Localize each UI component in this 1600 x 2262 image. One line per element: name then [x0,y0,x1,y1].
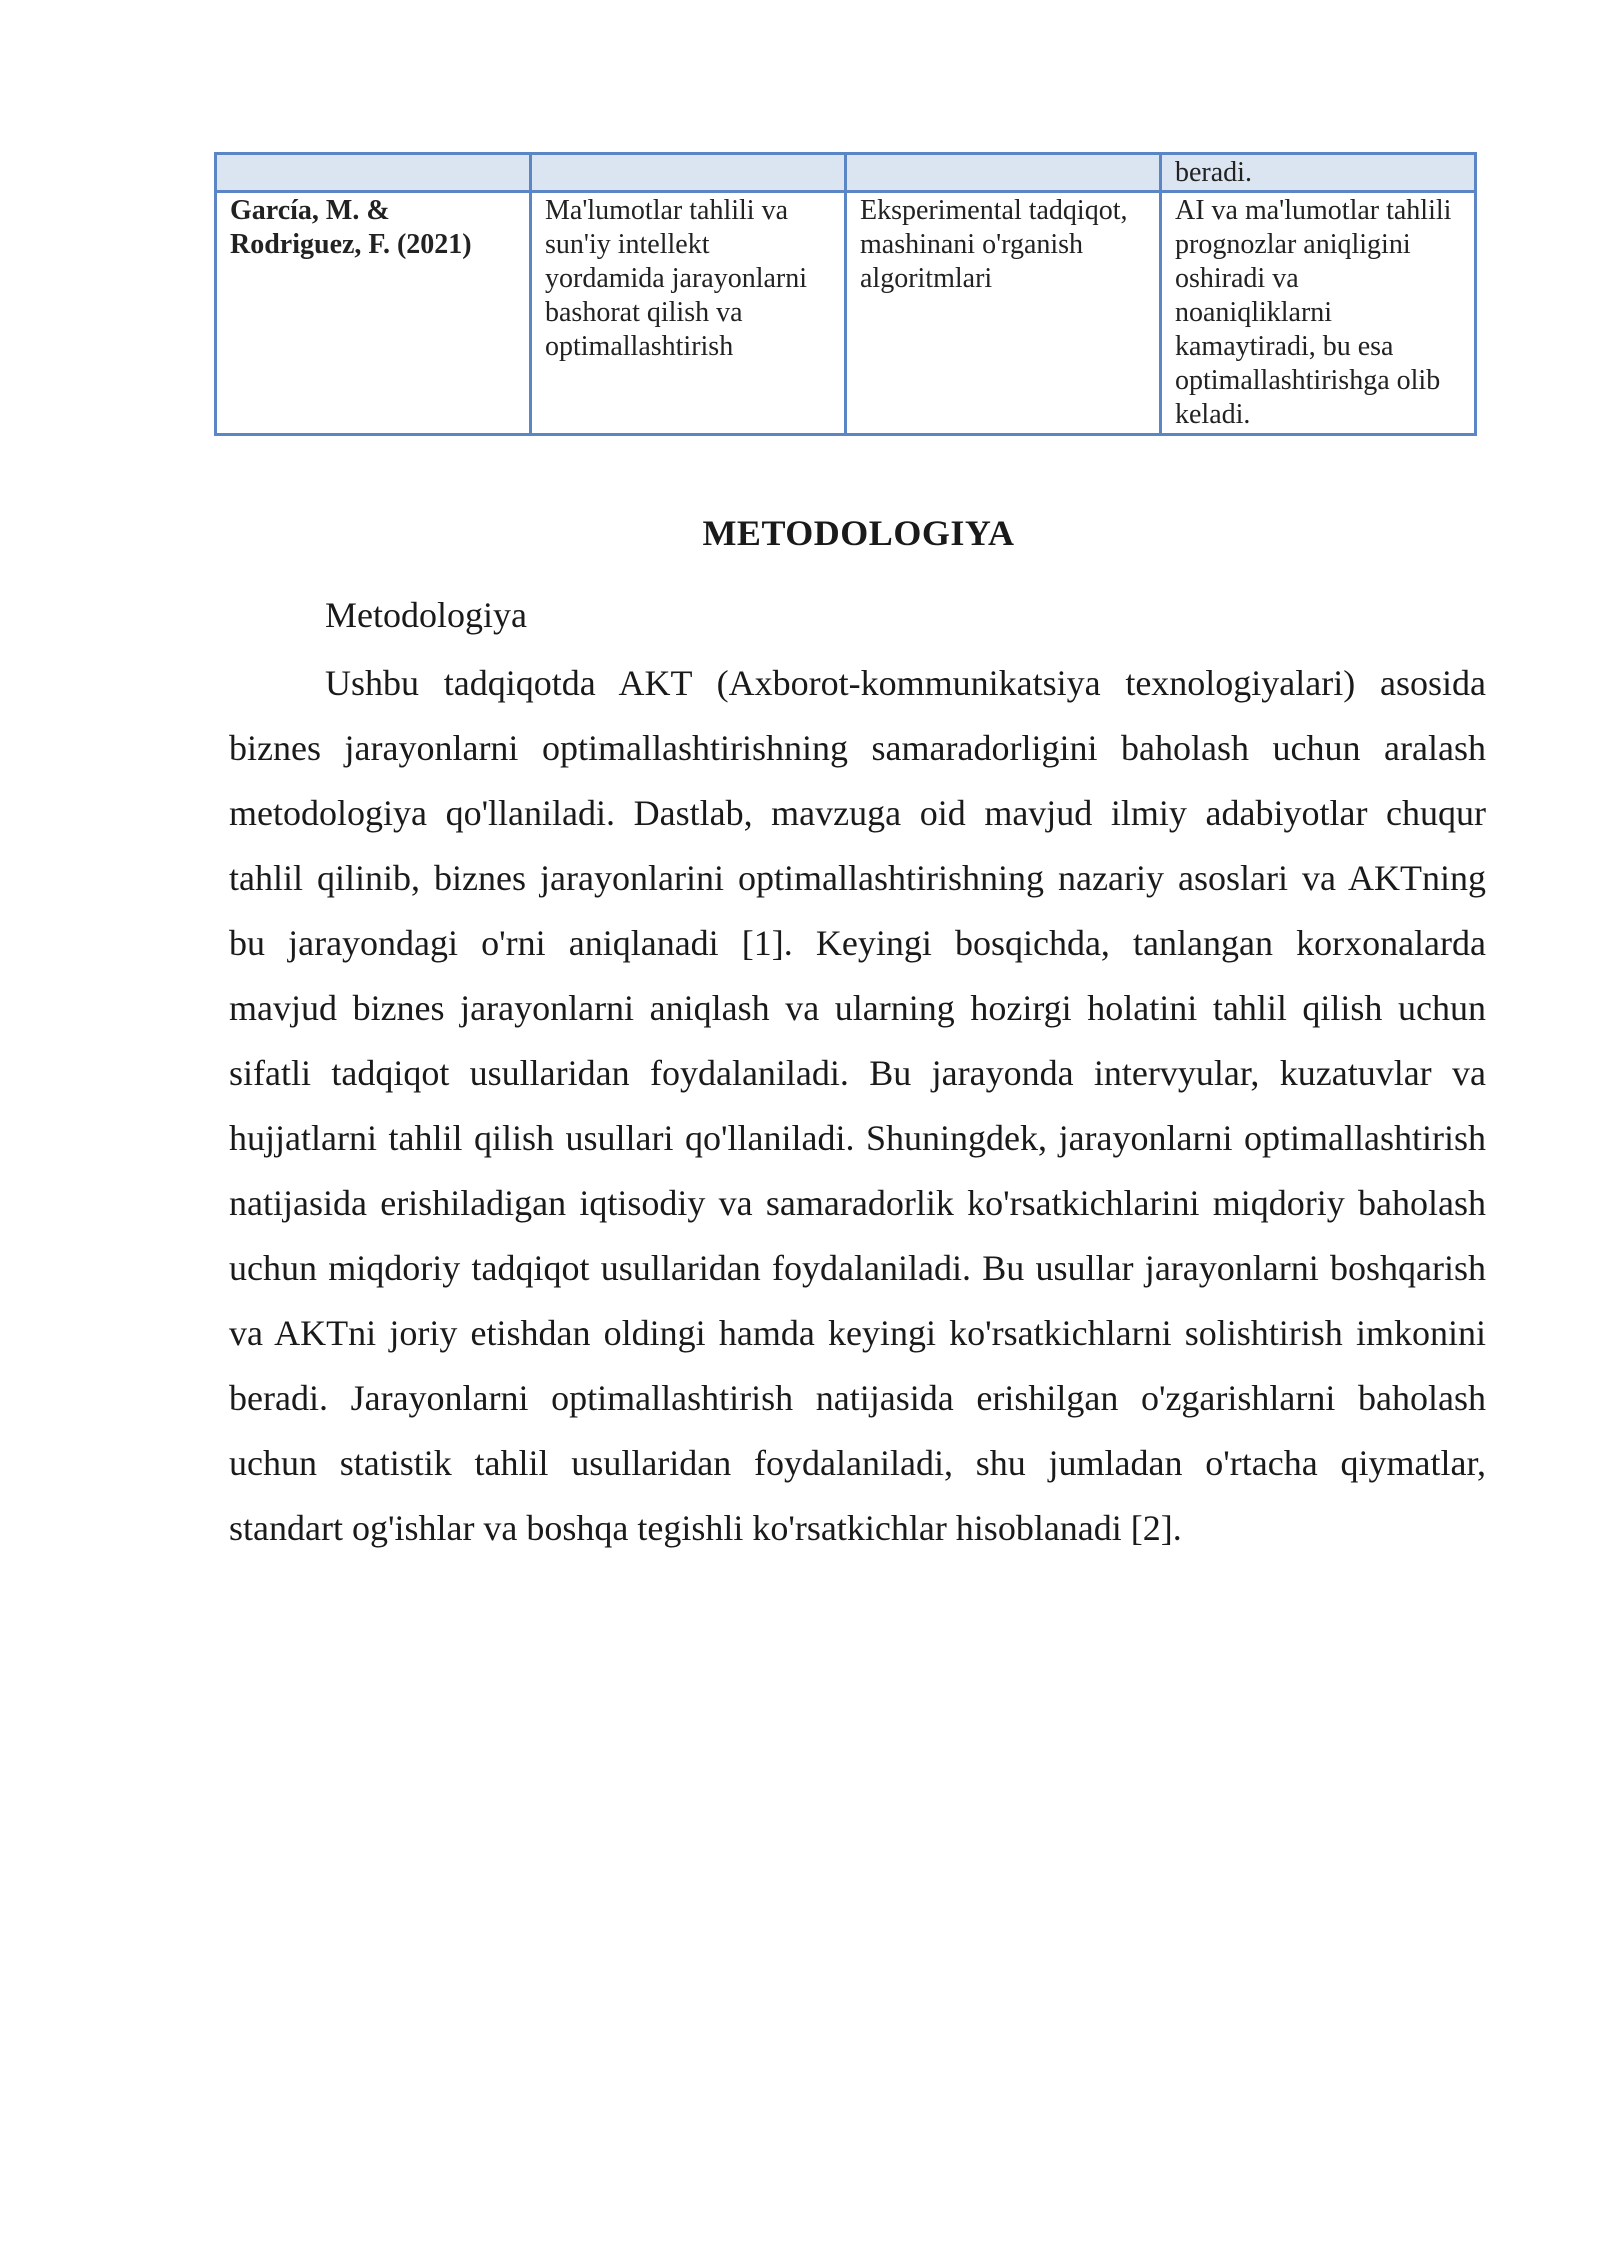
literature-table-container [214,152,1474,436]
table-cell-method: Eksperimental tadqiqot, mashinani o'rganish algoritmlari [846,192,1161,435]
table-cell-result: beradi. [1161,154,1476,192]
section-subheading: Metodologiya [325,595,527,635]
table-cell-topic: Ma'lumotlar tahlili va sun'iy intellekt yordamida jarayonlarni bashorat qilish va optimallashtirish [531,192,846,435]
table-cell-author: García, M. & Rodriguez, F. (2021) [216,192,531,435]
table-row [216,192,1476,435]
table-cell-topic [531,154,846,192]
table-cell-author [216,154,531,192]
table-cell-result: AI va ma'lumotlar tahlili prognozlar aniqligini oshiradi va noaniqliklarni kamaytiradi, bu esa optimallashtirishga olib keladi. [1161,192,1476,435]
table-row [216,154,1476,192]
table-cell-method [846,154,1161,192]
section-title: METODOLOGIYA [702,513,1015,553]
body-paragraph: Ushbu tadqiqotda AKT (Axborot-kommunikatsiya texnologiyalari) asosida biznes jarayonlarni optimallashtirishning samaradorligini baholash uchun aralash metodologiya qo'llaniladi. Dastlab, mavzuga oid mavjud ilmiy adabiyotlar chuqur tahlil qilinib, biznes jarayonlarini optimallashtirishning nazariy asoslari va AKTning bu jarayondagi o'rni aniqlanadi [1]. Keyingi bosqichda, tanlangan korxonalarda mavjud biznes jarayonlarni aniqlash va ularning hozirgi holatini tahlil qilish uchun sifatli tadqiqot usullaridan foydalaniladi. Bu jarayonda intervyular, kuzatuvlar va hujjatlarni tahlil qilish usullari qo'llaniladi. Shuningdek, jarayonlarni optimallashtirish natijasida erishiladigan iqtisodiy va samaradorlik ko'rsatkichlarini miqdoriy baholash uchun miqdoriy tadqiqot usullaridan foydalaniladi. Bu usullar jarayonlarni boshqarish va AKTni joriy etishdan oldingi hamda keyingi ko'rsatkichlarni solishtirish imkonini beradi. Jarayonlarni optimallashtirish natijasida erishilgan o'zgarishlarni baholash uchun statistik tahlil usullaridan foydalaniladi, shu jumladan o'rtacha qiymatlar, standart og'ishlar va boshqa tegishli ko'rsatkichlar hisoblanadi [2]. [229,663,1486,1548]
literature-review-table [214,152,1477,436]
